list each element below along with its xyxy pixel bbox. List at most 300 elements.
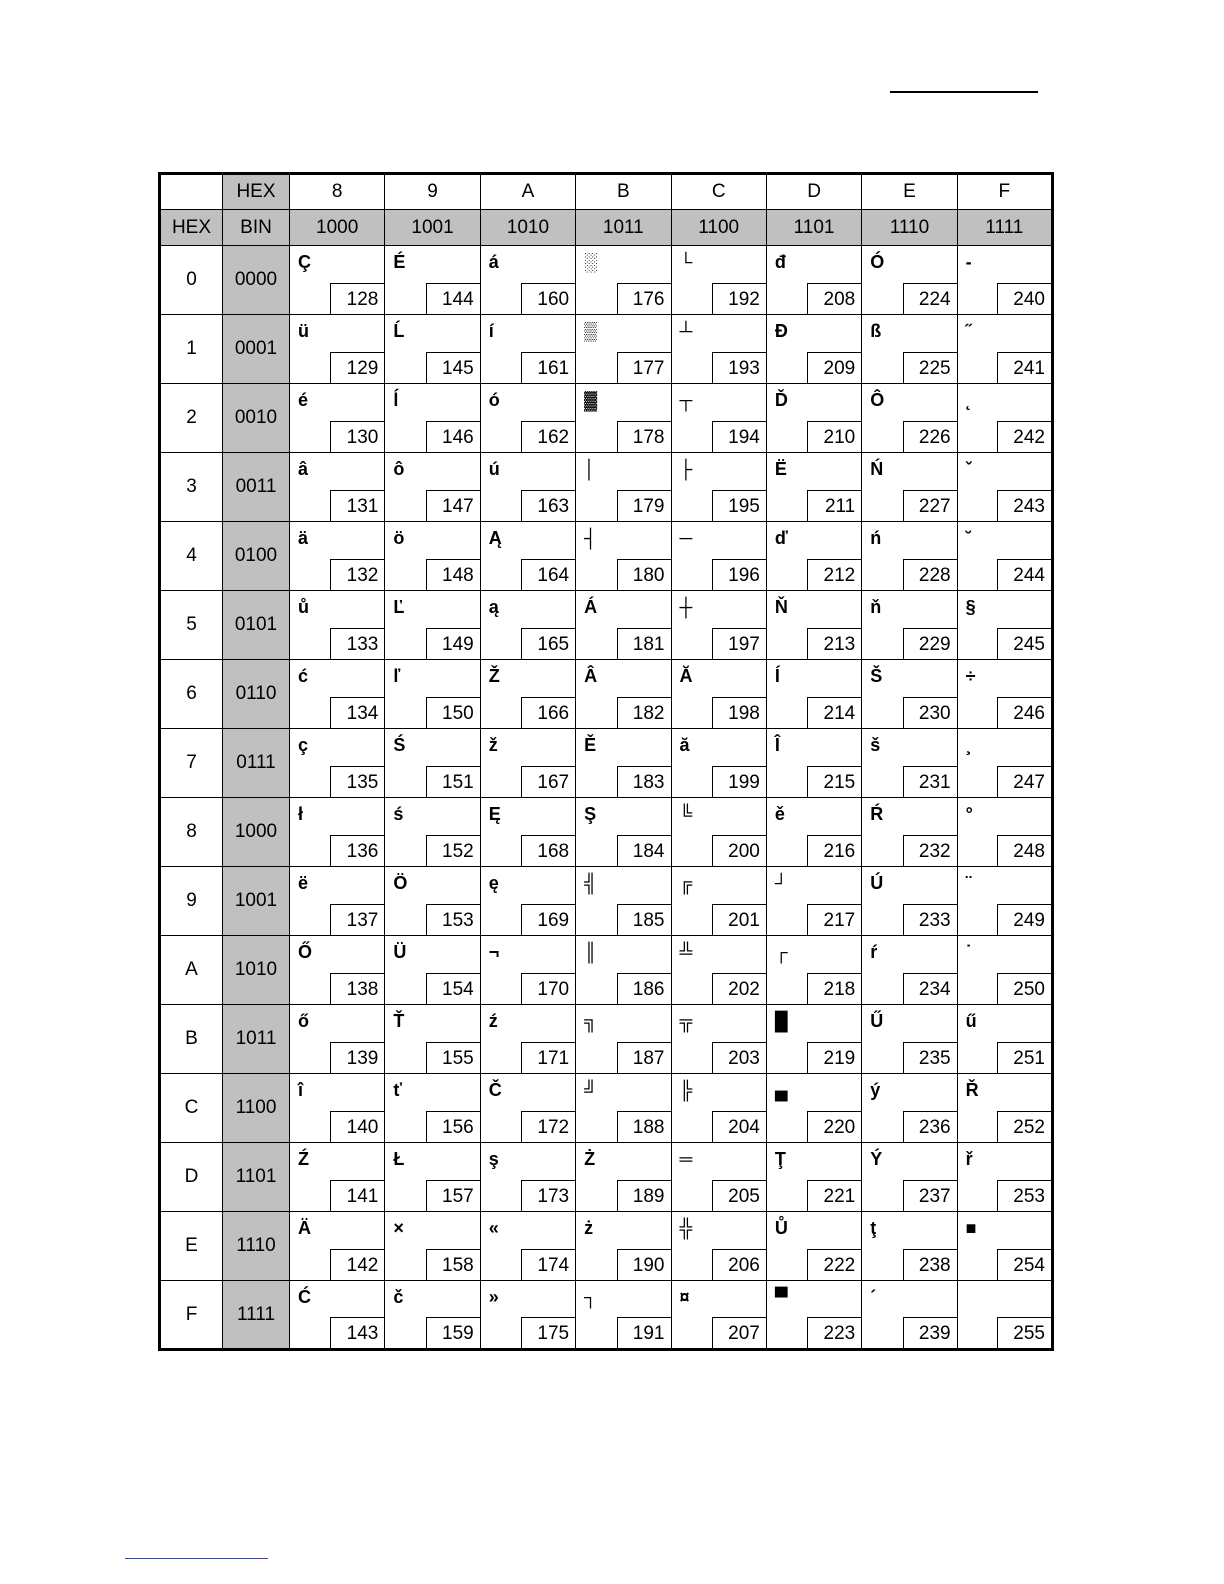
character-cell xyxy=(766,1281,861,1350)
decimal-code: 249 xyxy=(997,904,1051,935)
row-bin-label: 1111 xyxy=(223,1281,290,1350)
table-row xyxy=(160,522,1053,591)
character-cell xyxy=(290,453,385,522)
decimal-code: 148 xyxy=(426,559,480,590)
character-cell xyxy=(766,867,861,936)
character-glyph: ▒ xyxy=(584,321,597,341)
header-row-hex xyxy=(160,174,1053,210)
decimal-code: 146 xyxy=(426,421,480,452)
character-glyph: Ľ xyxy=(393,597,405,617)
character-cell xyxy=(766,1212,861,1281)
character-glyph: Ú xyxy=(870,873,884,893)
decimal-code: 213 xyxy=(807,628,861,659)
character-glyph: Ů xyxy=(774,1218,788,1238)
character-glyph: Č xyxy=(488,1080,502,1100)
decimal-code: 181 xyxy=(617,628,671,659)
decimal-code: 169 xyxy=(521,904,575,935)
character-glyph: █ xyxy=(774,1011,788,1031)
row-hex-label: B xyxy=(160,1005,223,1074)
column-hex-label: 9 xyxy=(385,174,480,210)
character-cell xyxy=(480,315,575,384)
decimal-code: 189 xyxy=(617,1180,671,1211)
character-cell xyxy=(290,660,385,729)
decimal-code: 136 xyxy=(330,835,384,866)
decimal-code: 225 xyxy=(903,352,957,383)
character-glyph: Ĺ xyxy=(393,321,405,341)
character-cell xyxy=(766,522,861,591)
character-glyph: Đ xyxy=(774,321,788,341)
character-glyph: × xyxy=(393,1218,404,1238)
character-cell xyxy=(576,246,671,315)
character-glyph: ä xyxy=(298,528,309,548)
row-bin-label: 0000 xyxy=(223,246,290,315)
character-glyph: ÷ xyxy=(965,666,976,686)
row-bin-label: 1110 xyxy=(223,1212,290,1281)
character-glyph: ╝ xyxy=(584,1080,597,1100)
character-glyph: ┼ xyxy=(679,597,693,617)
decimal-code: 195 xyxy=(712,490,766,521)
character-cell xyxy=(576,729,671,798)
character-glyph: ą xyxy=(488,597,499,617)
character-cell xyxy=(957,729,1052,798)
character-glyph: ř xyxy=(965,1149,973,1169)
character-code-table xyxy=(158,172,1054,1351)
character-cell xyxy=(671,591,766,660)
decimal-code: 159 xyxy=(426,1317,480,1348)
row-hex-label: 5 xyxy=(160,591,223,660)
character-cell xyxy=(957,660,1052,729)
character-cell xyxy=(480,660,575,729)
decimal-code: 162 xyxy=(521,421,575,452)
character-glyph: ■ xyxy=(965,1218,977,1238)
decimal-code: 150 xyxy=(426,697,480,728)
decimal-code: 155 xyxy=(426,1042,480,1073)
decimal-code: 237 xyxy=(903,1180,957,1211)
decimal-code: 133 xyxy=(330,628,384,659)
character-cell xyxy=(671,1143,766,1212)
decimal-code: 165 xyxy=(521,628,575,659)
character-cell xyxy=(671,522,766,591)
decimal-code: 188 xyxy=(617,1111,671,1142)
decimal-code: 158 xyxy=(426,1249,480,1280)
character-cell xyxy=(576,1281,671,1350)
character-cell xyxy=(480,1143,575,1212)
row-hex-label: 9 xyxy=(160,867,223,936)
character-cell xyxy=(862,936,957,1005)
decimal-code: 143 xyxy=(330,1317,384,1348)
row-bin-label: 1010 xyxy=(223,936,290,1005)
decimal-code: 248 xyxy=(997,835,1051,866)
character-glyph: Ż xyxy=(584,1149,596,1169)
table-row xyxy=(160,1143,1053,1212)
character-glyph: ů xyxy=(298,597,309,617)
character-cell xyxy=(480,246,575,315)
character-cell xyxy=(862,1074,957,1143)
decimal-code: 161 xyxy=(521,352,575,383)
character-cell xyxy=(957,522,1052,591)
table-row xyxy=(160,1212,1053,1281)
character-glyph: ý xyxy=(870,1080,881,1100)
table-row xyxy=(160,729,1053,798)
decimal-code: 173 xyxy=(521,1180,575,1211)
table-row xyxy=(160,660,1053,729)
character-cell xyxy=(862,798,957,867)
decimal-code: 214 xyxy=(807,697,861,728)
character-glyph: ď xyxy=(774,528,788,548)
corner-blank xyxy=(160,174,223,210)
decimal-code: 157 xyxy=(426,1180,480,1211)
decimal-code: 209 xyxy=(807,352,861,383)
character-glyph: Ć xyxy=(298,1287,311,1307)
character-cell xyxy=(385,453,480,522)
character-glyph: ŕ xyxy=(870,942,878,962)
decimal-code: 168 xyxy=(521,835,575,866)
column-hex-label: D xyxy=(766,174,861,210)
character-cell xyxy=(862,591,957,660)
decimal-code: 192 xyxy=(712,283,766,314)
table-row xyxy=(160,1005,1053,1074)
decimal-code: 197 xyxy=(712,628,766,659)
character-glyph: ┴ xyxy=(679,321,693,341)
character-cell xyxy=(862,453,957,522)
decimal-code: 207 xyxy=(712,1317,766,1348)
column-hex-label: E xyxy=(862,174,957,210)
table-row xyxy=(160,936,1053,1005)
decimal-code: 171 xyxy=(521,1042,575,1073)
decimal-code: 228 xyxy=(903,559,957,590)
character-glyph: Ě xyxy=(584,735,597,755)
character-cell xyxy=(862,384,957,453)
character-glyph: Ń xyxy=(870,459,884,479)
decimal-code: 204 xyxy=(712,1111,766,1142)
decimal-code: 235 xyxy=(903,1042,957,1073)
decimal-code: 227 xyxy=(903,490,957,521)
column-hex-label: B xyxy=(576,174,671,210)
character-cell xyxy=(862,1005,957,1074)
character-glyph: ż xyxy=(584,1218,594,1238)
decimal-code: 210 xyxy=(807,421,861,452)
character-glyph: ť xyxy=(393,1080,402,1100)
row-bin-label: 0001 xyxy=(223,315,290,384)
character-cell xyxy=(671,867,766,936)
row-bin-label: 0111 xyxy=(223,729,290,798)
character-cell xyxy=(576,1212,671,1281)
decimal-code: 232 xyxy=(903,835,957,866)
row-hex-label: F xyxy=(160,1281,223,1350)
table-row xyxy=(160,315,1053,384)
row-hex-label: 7 xyxy=(160,729,223,798)
character-glyph: Ą xyxy=(488,528,502,548)
row-bin-label: 1100 xyxy=(223,1074,290,1143)
character-glyph: ü xyxy=(298,321,309,341)
character-glyph: đ xyxy=(774,252,786,272)
decimal-code: 223 xyxy=(807,1317,861,1348)
decimal-code: 241 xyxy=(997,352,1051,383)
character-glyph: ╦ xyxy=(679,1011,693,1031)
character-cell xyxy=(480,384,575,453)
row-hex-heading: HEX xyxy=(160,210,223,246)
character-cell xyxy=(290,1074,385,1143)
column-hex-label: F xyxy=(957,174,1052,210)
character-cell xyxy=(957,936,1052,1005)
character-cell xyxy=(480,453,575,522)
character-cell xyxy=(385,1143,480,1212)
row-hex-label: 8 xyxy=(160,798,223,867)
character-cell xyxy=(862,867,957,936)
character-cell xyxy=(766,729,861,798)
column-bin-label: 1000 xyxy=(290,210,385,246)
character-cell xyxy=(766,591,861,660)
decimal-code: 186 xyxy=(617,973,671,1004)
decimal-code: 145 xyxy=(426,352,480,383)
character-cell xyxy=(385,1281,480,1350)
character-glyph: Ŕ xyxy=(870,804,884,824)
character-glyph: ├ xyxy=(679,459,693,479)
character-cell xyxy=(385,246,480,315)
row-bin-label: 0101 xyxy=(223,591,290,660)
character-cell xyxy=(957,1143,1052,1212)
character-glyph: § xyxy=(965,597,976,617)
character-glyph: ˙ xyxy=(965,942,972,962)
column-bin-label: 1100 xyxy=(671,210,766,246)
decimal-code: 212 xyxy=(807,559,861,590)
column-bin-label: 1010 xyxy=(480,210,575,246)
character-glyph: ă xyxy=(679,735,690,755)
character-cell xyxy=(385,867,480,936)
decimal-code: 170 xyxy=(521,973,575,1004)
character-cell xyxy=(576,1074,671,1143)
character-cell xyxy=(576,660,671,729)
table-row xyxy=(160,246,1053,315)
character-cell xyxy=(957,867,1052,936)
decimal-code: 230 xyxy=(903,697,957,728)
character-cell xyxy=(671,1074,766,1143)
character-cell xyxy=(957,1281,1052,1350)
table-row xyxy=(160,798,1053,867)
decimal-code: 190 xyxy=(617,1249,671,1280)
character-glyph: ó xyxy=(488,390,500,410)
character-glyph: č xyxy=(393,1287,404,1307)
decimal-code: 167 xyxy=(521,766,575,797)
character-cell xyxy=(862,660,957,729)
character-cell xyxy=(385,384,480,453)
row-bin-label: 0010 xyxy=(223,384,290,453)
column-hex-label: 8 xyxy=(290,174,385,210)
decimal-code: 202 xyxy=(712,973,766,1004)
character-glyph: ° xyxy=(965,804,973,824)
character-cell xyxy=(480,1005,575,1074)
character-cell xyxy=(671,246,766,315)
decimal-code: 132 xyxy=(330,559,384,590)
character-glyph: ę xyxy=(488,873,499,893)
character-cell xyxy=(766,453,861,522)
character-glyph: Â xyxy=(584,666,598,686)
decimal-code: 252 xyxy=(997,1111,1051,1142)
decimal-code: 149 xyxy=(426,628,480,659)
character-glyph: ł xyxy=(298,804,304,824)
character-glyph: ź xyxy=(488,1011,498,1031)
character-glyph: Ź xyxy=(298,1149,309,1169)
decimal-code: 128 xyxy=(330,283,384,314)
character-glyph: Ű xyxy=(870,1011,884,1031)
character-glyph: ┐ xyxy=(584,1287,597,1307)
character-glyph: É xyxy=(393,252,406,272)
character-glyph: ¬ xyxy=(488,942,500,962)
character-glyph: ║ xyxy=(584,942,597,962)
character-glyph: Ă xyxy=(679,666,693,686)
character-glyph: ë xyxy=(298,873,309,893)
character-glyph: Ä xyxy=(298,1218,311,1238)
decimal-code: 174 xyxy=(521,1249,575,1280)
character-glyph: ľ xyxy=(393,666,401,686)
character-glyph: ˛ xyxy=(965,390,972,410)
decimal-code: 142 xyxy=(330,1249,384,1280)
decimal-code: 206 xyxy=(712,1249,766,1280)
decimal-code: 234 xyxy=(903,973,957,1004)
decimal-code: 175 xyxy=(521,1317,575,1348)
character-cell xyxy=(480,936,575,1005)
character-glyph: ¤ xyxy=(679,1287,690,1307)
character-cell xyxy=(576,936,671,1005)
character-glyph: í xyxy=(488,321,494,341)
row-hex-label: C xyxy=(160,1074,223,1143)
character-glyph: Ď xyxy=(774,390,788,410)
character-glyph: Š xyxy=(870,666,883,686)
decimal-code: 224 xyxy=(903,283,957,314)
character-cell xyxy=(290,1143,385,1212)
column-bin-label: 1111 xyxy=(957,210,1052,246)
character-glyph: ě xyxy=(774,804,785,824)
character-cell xyxy=(957,315,1052,384)
decimal-code: 226 xyxy=(903,421,957,452)
row-bin-label: 1000 xyxy=(223,798,290,867)
character-cell xyxy=(576,453,671,522)
character-glyph: Ö xyxy=(393,873,408,893)
character-glyph: Ř xyxy=(965,1080,979,1100)
character-glyph: ű xyxy=(965,1011,977,1031)
character-cell xyxy=(385,660,480,729)
decimal-code: 236 xyxy=(903,1111,957,1142)
decimal-code: 203 xyxy=(712,1042,766,1073)
character-glyph: ▄ xyxy=(774,1080,788,1100)
decimal-code: 152 xyxy=(426,835,480,866)
decimal-code: 200 xyxy=(712,835,766,866)
decimal-code: 138 xyxy=(330,973,384,1004)
decimal-code: 220 xyxy=(807,1111,861,1142)
character-cell xyxy=(385,522,480,591)
decimal-code: 196 xyxy=(712,559,766,590)
character-glyph: ˇ xyxy=(965,459,972,479)
decimal-code: 194 xyxy=(712,421,766,452)
character-glyph: ═ xyxy=(679,1149,693,1169)
character-cell xyxy=(766,1143,861,1212)
character-cell xyxy=(576,591,671,660)
character-cell xyxy=(957,798,1052,867)
decimal-code: 172 xyxy=(521,1111,575,1142)
character-cell xyxy=(290,936,385,1005)
decimal-code: 222 xyxy=(807,1249,861,1280)
character-cell xyxy=(290,798,385,867)
character-cell xyxy=(862,246,957,315)
character-glyph: ň xyxy=(870,597,882,617)
decimal-code: 179 xyxy=(617,490,671,521)
decimal-code: 193 xyxy=(712,352,766,383)
character-cell xyxy=(671,798,766,867)
character-glyph: ╩ xyxy=(679,942,693,962)
character-cell xyxy=(671,384,766,453)
row-hex-label: 6 xyxy=(160,660,223,729)
character-glyph: ˘ xyxy=(965,528,972,548)
character-cell xyxy=(576,867,671,936)
character-cell xyxy=(385,798,480,867)
header-row-bin xyxy=(160,210,1053,246)
character-glyph: Ő xyxy=(298,942,313,962)
character-glyph: Ţ xyxy=(774,1149,786,1169)
character-cell xyxy=(480,798,575,867)
character-cell xyxy=(290,591,385,660)
character-glyph: - xyxy=(965,252,972,272)
character-glyph: é xyxy=(298,390,309,410)
character-glyph: ╠ xyxy=(679,1080,693,1100)
decimal-code: 217 xyxy=(807,904,861,935)
character-cell xyxy=(671,453,766,522)
row-bin-label: 1101 xyxy=(223,1143,290,1212)
row-bin-label: 0110 xyxy=(223,660,290,729)
character-cell xyxy=(766,660,861,729)
decimal-code: 185 xyxy=(617,904,671,935)
decimal-code: 184 xyxy=(617,835,671,866)
row-hex-label: D xyxy=(160,1143,223,1212)
character-cell xyxy=(290,315,385,384)
character-glyph: ╣ xyxy=(584,873,597,893)
decimal-code: 163 xyxy=(521,490,575,521)
decimal-code: 205 xyxy=(712,1180,766,1211)
character-cell xyxy=(385,315,480,384)
decimal-code: 229 xyxy=(903,628,957,659)
character-cell xyxy=(480,1212,575,1281)
character-glyph: ô xyxy=(393,459,405,479)
character-cell xyxy=(480,522,575,591)
column-hex-label: A xyxy=(480,174,575,210)
character-glyph: └ xyxy=(679,252,693,272)
character-cell xyxy=(385,1005,480,1074)
character-cell xyxy=(766,384,861,453)
row-hex-label: E xyxy=(160,1212,223,1281)
character-glyph: ö xyxy=(393,528,405,548)
character-glyph: ╚ xyxy=(679,804,693,824)
character-cell xyxy=(576,1143,671,1212)
character-cell xyxy=(385,591,480,660)
decimal-code: 199 xyxy=(712,766,766,797)
character-cell xyxy=(957,591,1052,660)
decimal-code: 183 xyxy=(617,766,671,797)
decimal-code: 131 xyxy=(330,490,384,521)
character-glyph: ç xyxy=(298,735,309,755)
character-cell xyxy=(576,315,671,384)
row-hex-label: 2 xyxy=(160,384,223,453)
character-cell xyxy=(576,384,671,453)
decimal-code: 137 xyxy=(330,904,384,935)
character-glyph: š xyxy=(870,735,881,755)
character-cell xyxy=(766,315,861,384)
decimal-code: 176 xyxy=(617,283,671,314)
character-cell xyxy=(766,1005,861,1074)
decimal-code: 219 xyxy=(807,1042,861,1073)
column-bin-label: 1001 xyxy=(385,210,480,246)
character-cell xyxy=(480,1281,575,1350)
character-glyph: ś xyxy=(393,804,404,824)
character-cell xyxy=(766,798,861,867)
